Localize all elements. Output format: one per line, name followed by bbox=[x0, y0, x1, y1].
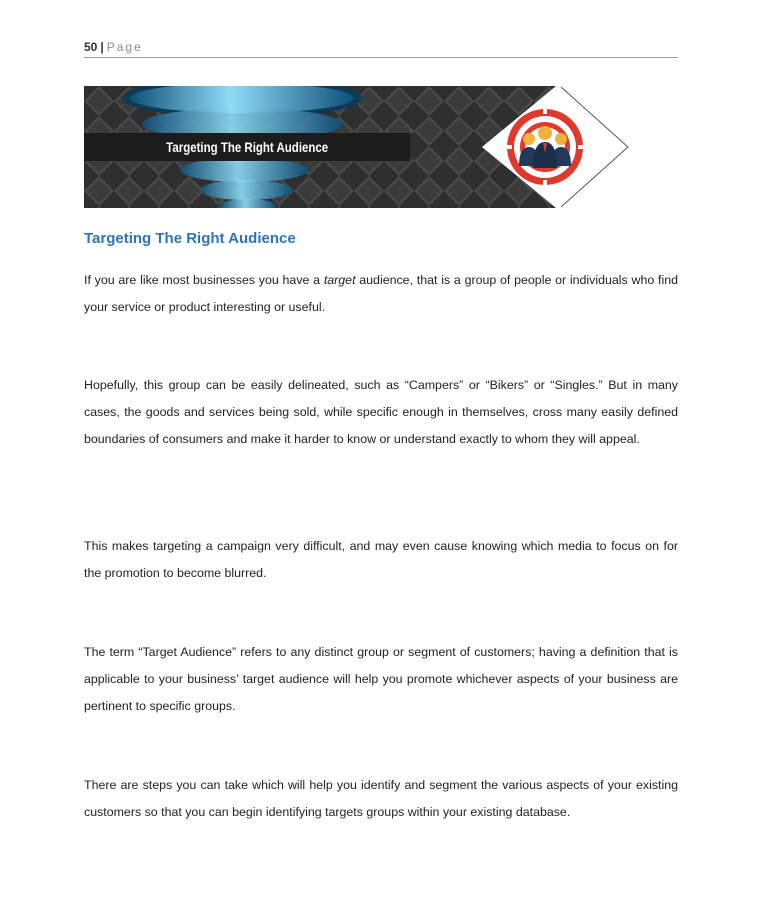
paragraph-3: This makes targeting a campaign very difficult, and may even cause knowing which media to focus on for the promotion to become blurred. bbox=[84, 539, 678, 580]
paragraph-1-start: If you are like most businesses you have a bbox=[84, 273, 324, 287]
emphasis-target: target bbox=[323, 273, 356, 287]
banner-title: Targeting The Right Audience bbox=[84, 133, 410, 161]
page-number-separator: | bbox=[100, 40, 104, 54]
paragraph-4: The term “Target Audience” refers to any distinct group or segment of customers; having a definition that is applicable to your business’ target audience will help you promote whichever aspects of your business are pertinent to specific groups. bbox=[84, 645, 678, 713]
section-banner bbox=[84, 86, 629, 208]
paragraph-1 bbox=[84, 267, 678, 321]
paragraph-5: There are steps you can take which will help you identify and segment the various aspects of your existing customers so that you can begin identifying targets groups within your existing database. bbox=[84, 778, 678, 819]
page-label: Page bbox=[106, 40, 143, 54]
section-heading: Targeting The Right Audience bbox=[84, 230, 296, 247]
page-header bbox=[84, 40, 678, 54]
paragraph-2: Hopefully, this group can be easily delineated, such as “Campers” or “Bikers” or “Singles.” But in many cases, the goods and services being sold, while specific enough in themselves, cross many easily defined boundaries of consumers and make it harder to know or understand exactly to whom they will appeal. bbox=[84, 378, 678, 446]
header-divider bbox=[84, 57, 678, 58]
paragraph-1-end: audience, that is a group of people or individuals who find your service or product interesting or useful. bbox=[84, 273, 678, 314]
page-number: 50 bbox=[84, 40, 98, 54]
